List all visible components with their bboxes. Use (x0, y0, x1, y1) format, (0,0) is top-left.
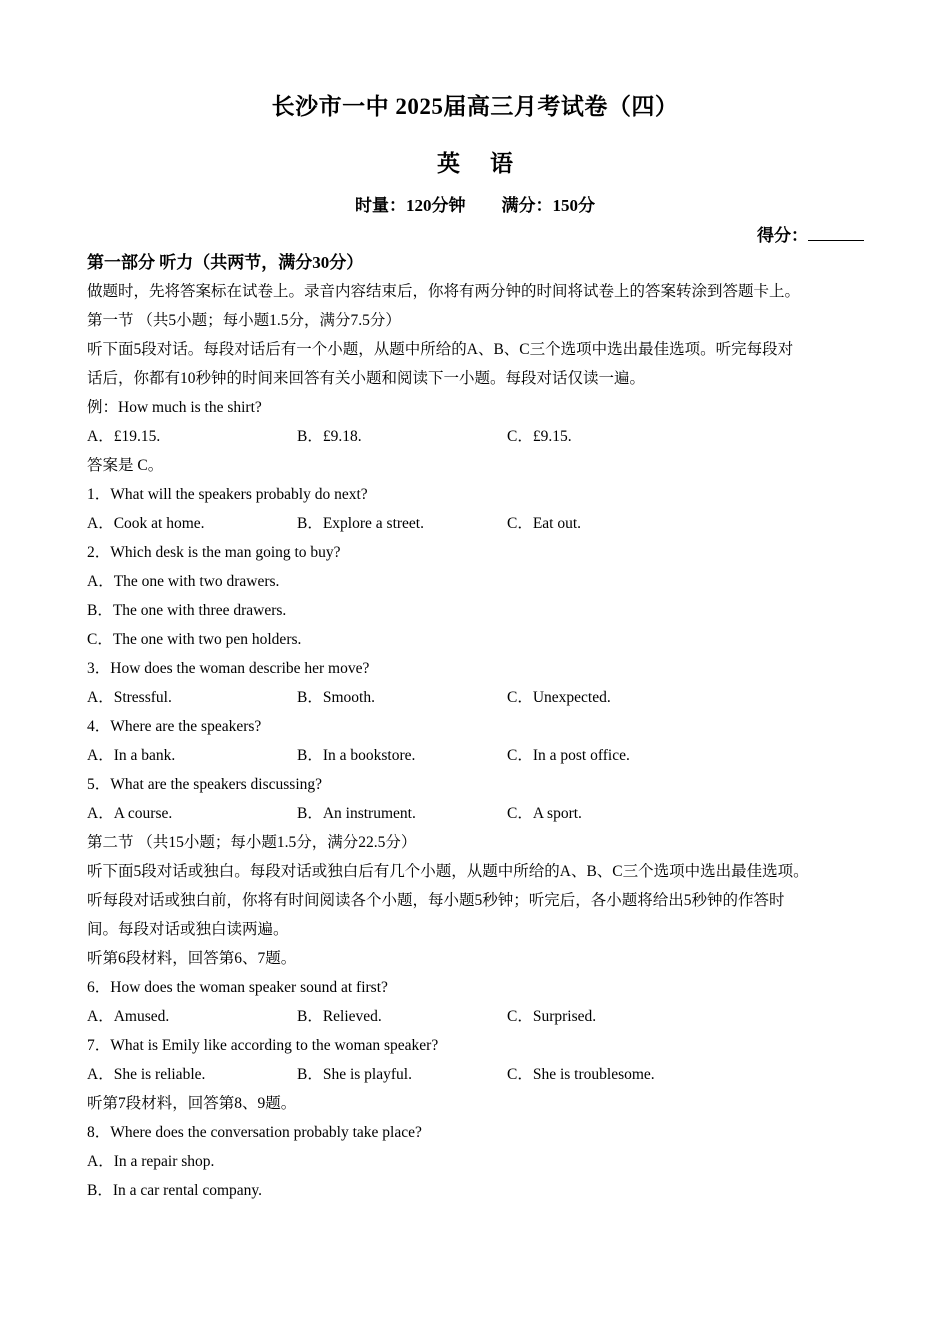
q4-option-a: A．In a bank. (87, 747, 176, 764)
question-4-options (87, 741, 887, 770)
score-blank[interactable] (808, 224, 864, 241)
question-6-options (87, 1002, 887, 1031)
part1-listening (87, 248, 887, 1205)
material-7-note: 听第7段材料，回答第8、9题。 (87, 1095, 297, 1112)
q4-option-c: C．In a post office. (507, 747, 630, 764)
material-6-note: 听第6段材料，回答第6、7题。 (87, 950, 297, 967)
q2-option-c: C．The one with two pen holders. (87, 631, 302, 648)
q8-option-a: A．In a repair shop. (87, 1153, 215, 1170)
q7-option-b: B．She is playful. (297, 1066, 412, 1083)
q8-option-b: B．In a car rental company. (87, 1182, 263, 1199)
q7-option-a: A．She is reliable. (87, 1066, 206, 1083)
question-3: 3．How does the woman describe her move? (87, 660, 370, 677)
example-option-c: C．£9.15. (507, 428, 572, 445)
q5-option-b: B．An instrument. (297, 805, 416, 822)
q2-option-a: A．The one with two drawers. (87, 573, 280, 590)
time-limit: 时量：120分钟 (355, 196, 466, 215)
example-option-b: B．£9.18. (297, 428, 362, 445)
q3-option-a: A．Stressful. (87, 689, 172, 706)
question-2: 2．Which desk is the man going to buy? (87, 544, 341, 561)
section1-instruction-line1: 听下面5段对话。每段对话后有一个小题，从题中所给的A、B、C三个选项中选出最佳选项。听完每段对 (87, 341, 794, 358)
part1-heading: 第一部分 听力（共两节，满分30分） (87, 253, 364, 272)
q6-option-c: C．Surprised. (507, 1008, 597, 1025)
question-5: 5．What are the speakers discussing? (87, 776, 323, 793)
exam-title: 长沙市一中 2025届高三月考试卷（四） (271, 94, 679, 119)
score-field (757, 221, 864, 246)
question-6: 6．How does the woman speaker sound at first? (87, 979, 388, 996)
q1-option-a: A．Cook at home. (87, 515, 205, 532)
example-answer: 答案是 C。 (87, 457, 164, 474)
example-question: 例：How much is the shirt? (87, 399, 262, 416)
time-and-score-info (0, 191, 950, 216)
full-score: 满分：150分 (501, 196, 595, 215)
part1-instruction: 做题时，先将答案标在试卷上。录音内容结束后，你将有两分钟的时间将试卷上的答案转涂到答题卡上。 (87, 283, 801, 300)
q3-option-b: B．Smooth. (297, 689, 375, 706)
q5-option-c: C．A sport. (507, 805, 582, 822)
subject-char-1: 英 (437, 151, 460, 176)
question-7-options (87, 1060, 887, 1089)
q1-option-c: C．Eat out. (507, 515, 582, 532)
question-5-options (87, 799, 887, 828)
section2-instruction-line3: 间。每段对话或独白读两遍。 (87, 921, 289, 938)
section2-heading: 第二节 （共15小题；每小题1.5分，满分22.5分） (87, 834, 417, 851)
q1-option-b: B．Explore a street. (297, 515, 424, 532)
question-7: 7．What is Emily like according to the woman speaker? (87, 1037, 439, 1054)
section1-instruction-line2: 话后，你都有10秒钟的时间来回答有关小题和阅读下一小题。每段对话仅读一遍。 (87, 370, 646, 387)
q4-option-b: B．In a bookstore. (297, 747, 416, 764)
question-3-options (87, 683, 887, 712)
question-8: 8．Where does the conversation probably take place? (87, 1124, 422, 1141)
q5-option-a: A．A course. (87, 805, 173, 822)
q2-option-b: B．The one with three drawers. (87, 602, 287, 619)
question-4: 4．Where are the speakers? (87, 718, 262, 735)
example-options (87, 422, 887, 451)
question-1-options (87, 509, 887, 538)
q7-option-c: C．She is troublesome. (507, 1066, 655, 1083)
subject-title (0, 145, 950, 178)
subject-char-2: 语 (490, 151, 513, 176)
question-1: 1．What will the speakers probably do next? (87, 486, 368, 503)
section2-instruction-line2: 听每段对话或独白前，你将有时间阅读各个小题，每小题5秒钟；听完后，各小题将给出5秒钟的作答时 (87, 892, 785, 909)
score-label: 得分： (757, 226, 808, 245)
section2-instruction-line1: 听下面5段对话或独白。每段对话或独白后有几个小题，从题中所给的A、B、C三个选项中选出最佳选项。 (87, 863, 809, 880)
section1-heading: 第一节 （共5小题；每小题1.5分，满分7.5分） (87, 312, 401, 329)
example-option-a: A．£19.15. (87, 428, 161, 445)
q6-option-a: A．Amused. (87, 1008, 170, 1025)
q3-option-c: C．Unexpected. (507, 689, 611, 706)
q6-option-b: B．Relieved. (297, 1008, 382, 1025)
